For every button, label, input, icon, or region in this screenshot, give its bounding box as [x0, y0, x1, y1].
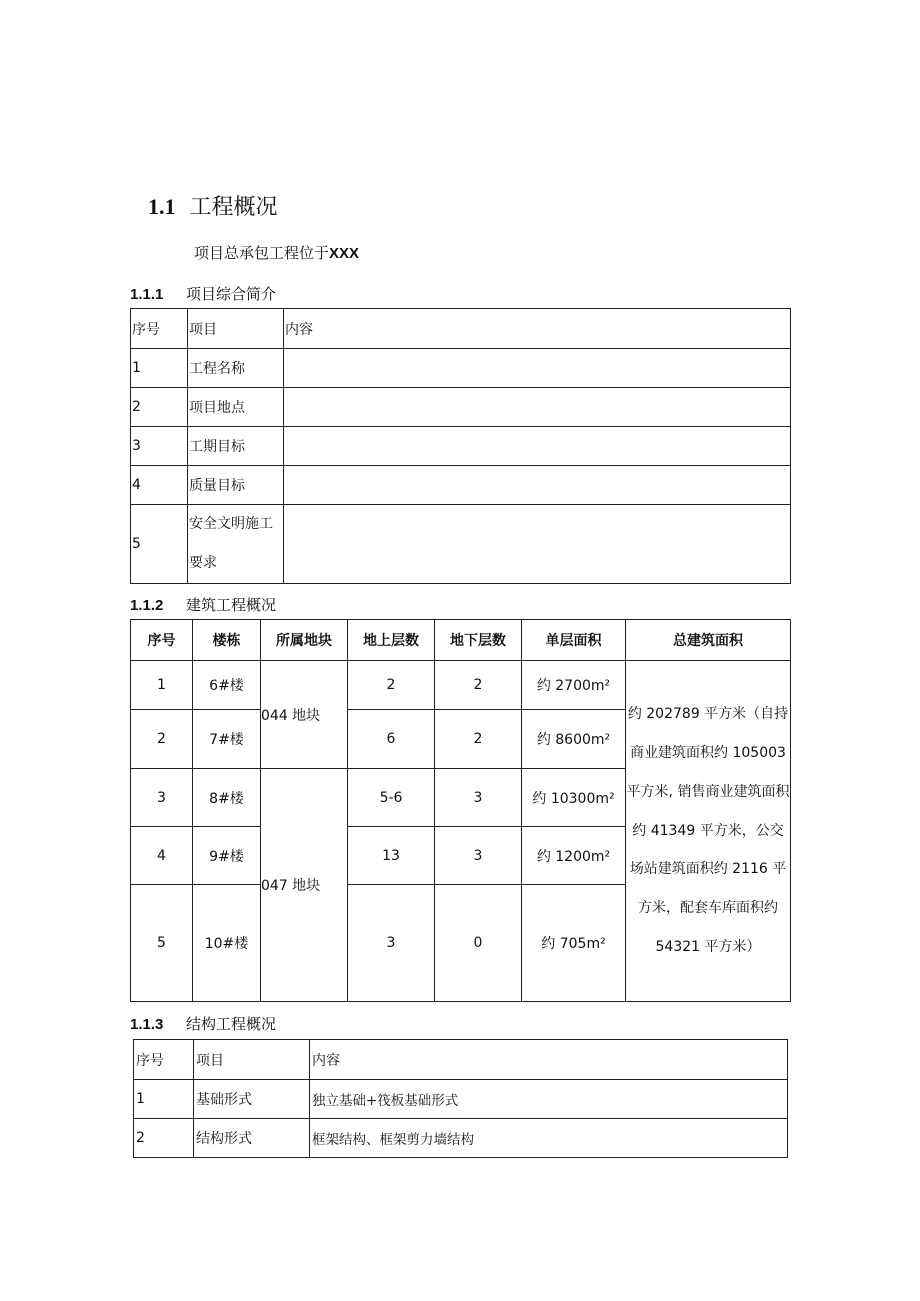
row-floor-area: 约 8600m²	[522, 710, 626, 769]
header-cell: 地上层数	[348, 620, 435, 661]
row-building: 9#楼	[193, 827, 261, 885]
header-cell: 序号	[131, 309, 188, 349]
header-cell: 单层面积	[522, 620, 626, 661]
section-heading	[148, 190, 278, 221]
header-cell: 楼栋	[193, 620, 261, 661]
row-below-floors: 2	[435, 710, 522, 769]
subheading-number: 1.1.2	[130, 597, 164, 614]
plot-cell: 044 地块	[261, 661, 348, 769]
header-cell: 所属地块	[261, 620, 348, 661]
intro-emphasis: XXX	[329, 245, 360, 262]
row-building: 8#楼	[193, 769, 261, 827]
table-row	[131, 466, 791, 505]
subheading-title: 建筑工程概况	[186, 596, 277, 614]
row-number: 3	[131, 427, 188, 466]
total-area-cell: 约 202789 平方米（自持商业建筑面积约 105003 平方米, 销售商业建筑面积约 41349 平方米，公交场站建筑面积约 2116 平方米，配套车库面积约 54321 平方米）	[626, 661, 791, 1002]
subheading-title: 项目综合简介	[186, 285, 277, 303]
subheading-number: 1.1.3	[130, 1016, 164, 1033]
table-header-row	[131, 620, 791, 661]
row-content	[284, 466, 791, 505]
plot-cell: 047 地块	[261, 769, 348, 1002]
structure-overview-table	[133, 1039, 788, 1158]
row-floor-area: 约 1200m²	[522, 827, 626, 885]
table-header-row	[131, 309, 791, 349]
row-number: 5	[131, 885, 193, 1002]
row-content: 独立基础+筏板基础形式	[310, 1080, 788, 1119]
heading-number: 1.1	[148, 194, 176, 219]
row-number: 2	[134, 1119, 194, 1158]
subheading-number: 1.1.1	[130, 286, 164, 303]
header-cell: 内容	[284, 309, 791, 349]
row-item: 结构形式	[194, 1119, 310, 1158]
table-header-row	[134, 1040, 788, 1080]
row-content: 框架结构、框架剪力墙结构	[310, 1119, 788, 1158]
row-item: 安全文明施工要求	[188, 505, 284, 584]
row-number: 1	[131, 661, 193, 710]
row-number: 4	[131, 466, 188, 505]
table-row	[131, 661, 791, 710]
header-cell: 项目	[188, 309, 284, 349]
row-above-floors: 6	[348, 710, 435, 769]
row-floor-area: 约 2700m²	[522, 661, 626, 710]
row-building: 10#楼	[193, 885, 261, 1002]
row-content	[284, 388, 791, 427]
row-above-floors: 5-6	[348, 769, 435, 827]
intro-paragraph	[194, 242, 359, 263]
row-floor-area: 约 705m²	[522, 885, 626, 1002]
subheading-1-1-2	[130, 594, 276, 615]
subheading-1-1-3	[130, 1013, 276, 1034]
row-number: 4	[131, 827, 193, 885]
row-building: 6#楼	[193, 661, 261, 710]
row-item: 项目地点	[188, 388, 284, 427]
header-cell: 序号	[134, 1040, 194, 1080]
row-building: 7#楼	[193, 710, 261, 769]
heading-title: 工程概况	[189, 195, 278, 220]
table-row	[134, 1080, 788, 1119]
row-above-floors: 3	[348, 885, 435, 1002]
row-number: 2	[131, 710, 193, 769]
subheading-1-1-1	[130, 283, 276, 304]
row-floor-area: 约 10300m²	[522, 769, 626, 827]
building-overview-table	[130, 619, 791, 1002]
table-row	[134, 1119, 788, 1158]
row-below-floors: 3	[435, 827, 522, 885]
row-item: 工期目标	[188, 427, 284, 466]
table-row	[131, 349, 791, 388]
row-above-floors: 13	[348, 827, 435, 885]
row-content	[284, 427, 791, 466]
row-below-floors: 3	[435, 769, 522, 827]
row-number: 5	[131, 505, 188, 584]
header-cell: 序号	[131, 620, 193, 661]
header-cell: 总建筑面积	[626, 620, 791, 661]
table-row	[131, 388, 791, 427]
intro-text: 项目总承包工程位于	[194, 244, 330, 262]
table-row	[131, 427, 791, 466]
header-cell: 项目	[194, 1040, 310, 1080]
row-above-floors: 2	[348, 661, 435, 710]
row-number: 2	[131, 388, 188, 427]
row-item: 工程名称	[188, 349, 284, 388]
project-summary-table	[130, 308, 791, 584]
header-cell: 内容	[310, 1040, 788, 1080]
row-item: 基础形式	[194, 1080, 310, 1119]
table-row	[131, 505, 791, 584]
row-content	[284, 349, 791, 388]
row-number: 1	[134, 1080, 194, 1119]
row-number: 1	[131, 349, 188, 388]
header-cell: 地下层数	[435, 620, 522, 661]
row-item: 质量目标	[188, 466, 284, 505]
subheading-title: 结构工程概况	[186, 1015, 277, 1033]
row-below-floors: 0	[435, 885, 522, 1002]
row-below-floors: 2	[435, 661, 522, 710]
row-content	[284, 505, 791, 584]
row-number: 3	[131, 769, 193, 827]
